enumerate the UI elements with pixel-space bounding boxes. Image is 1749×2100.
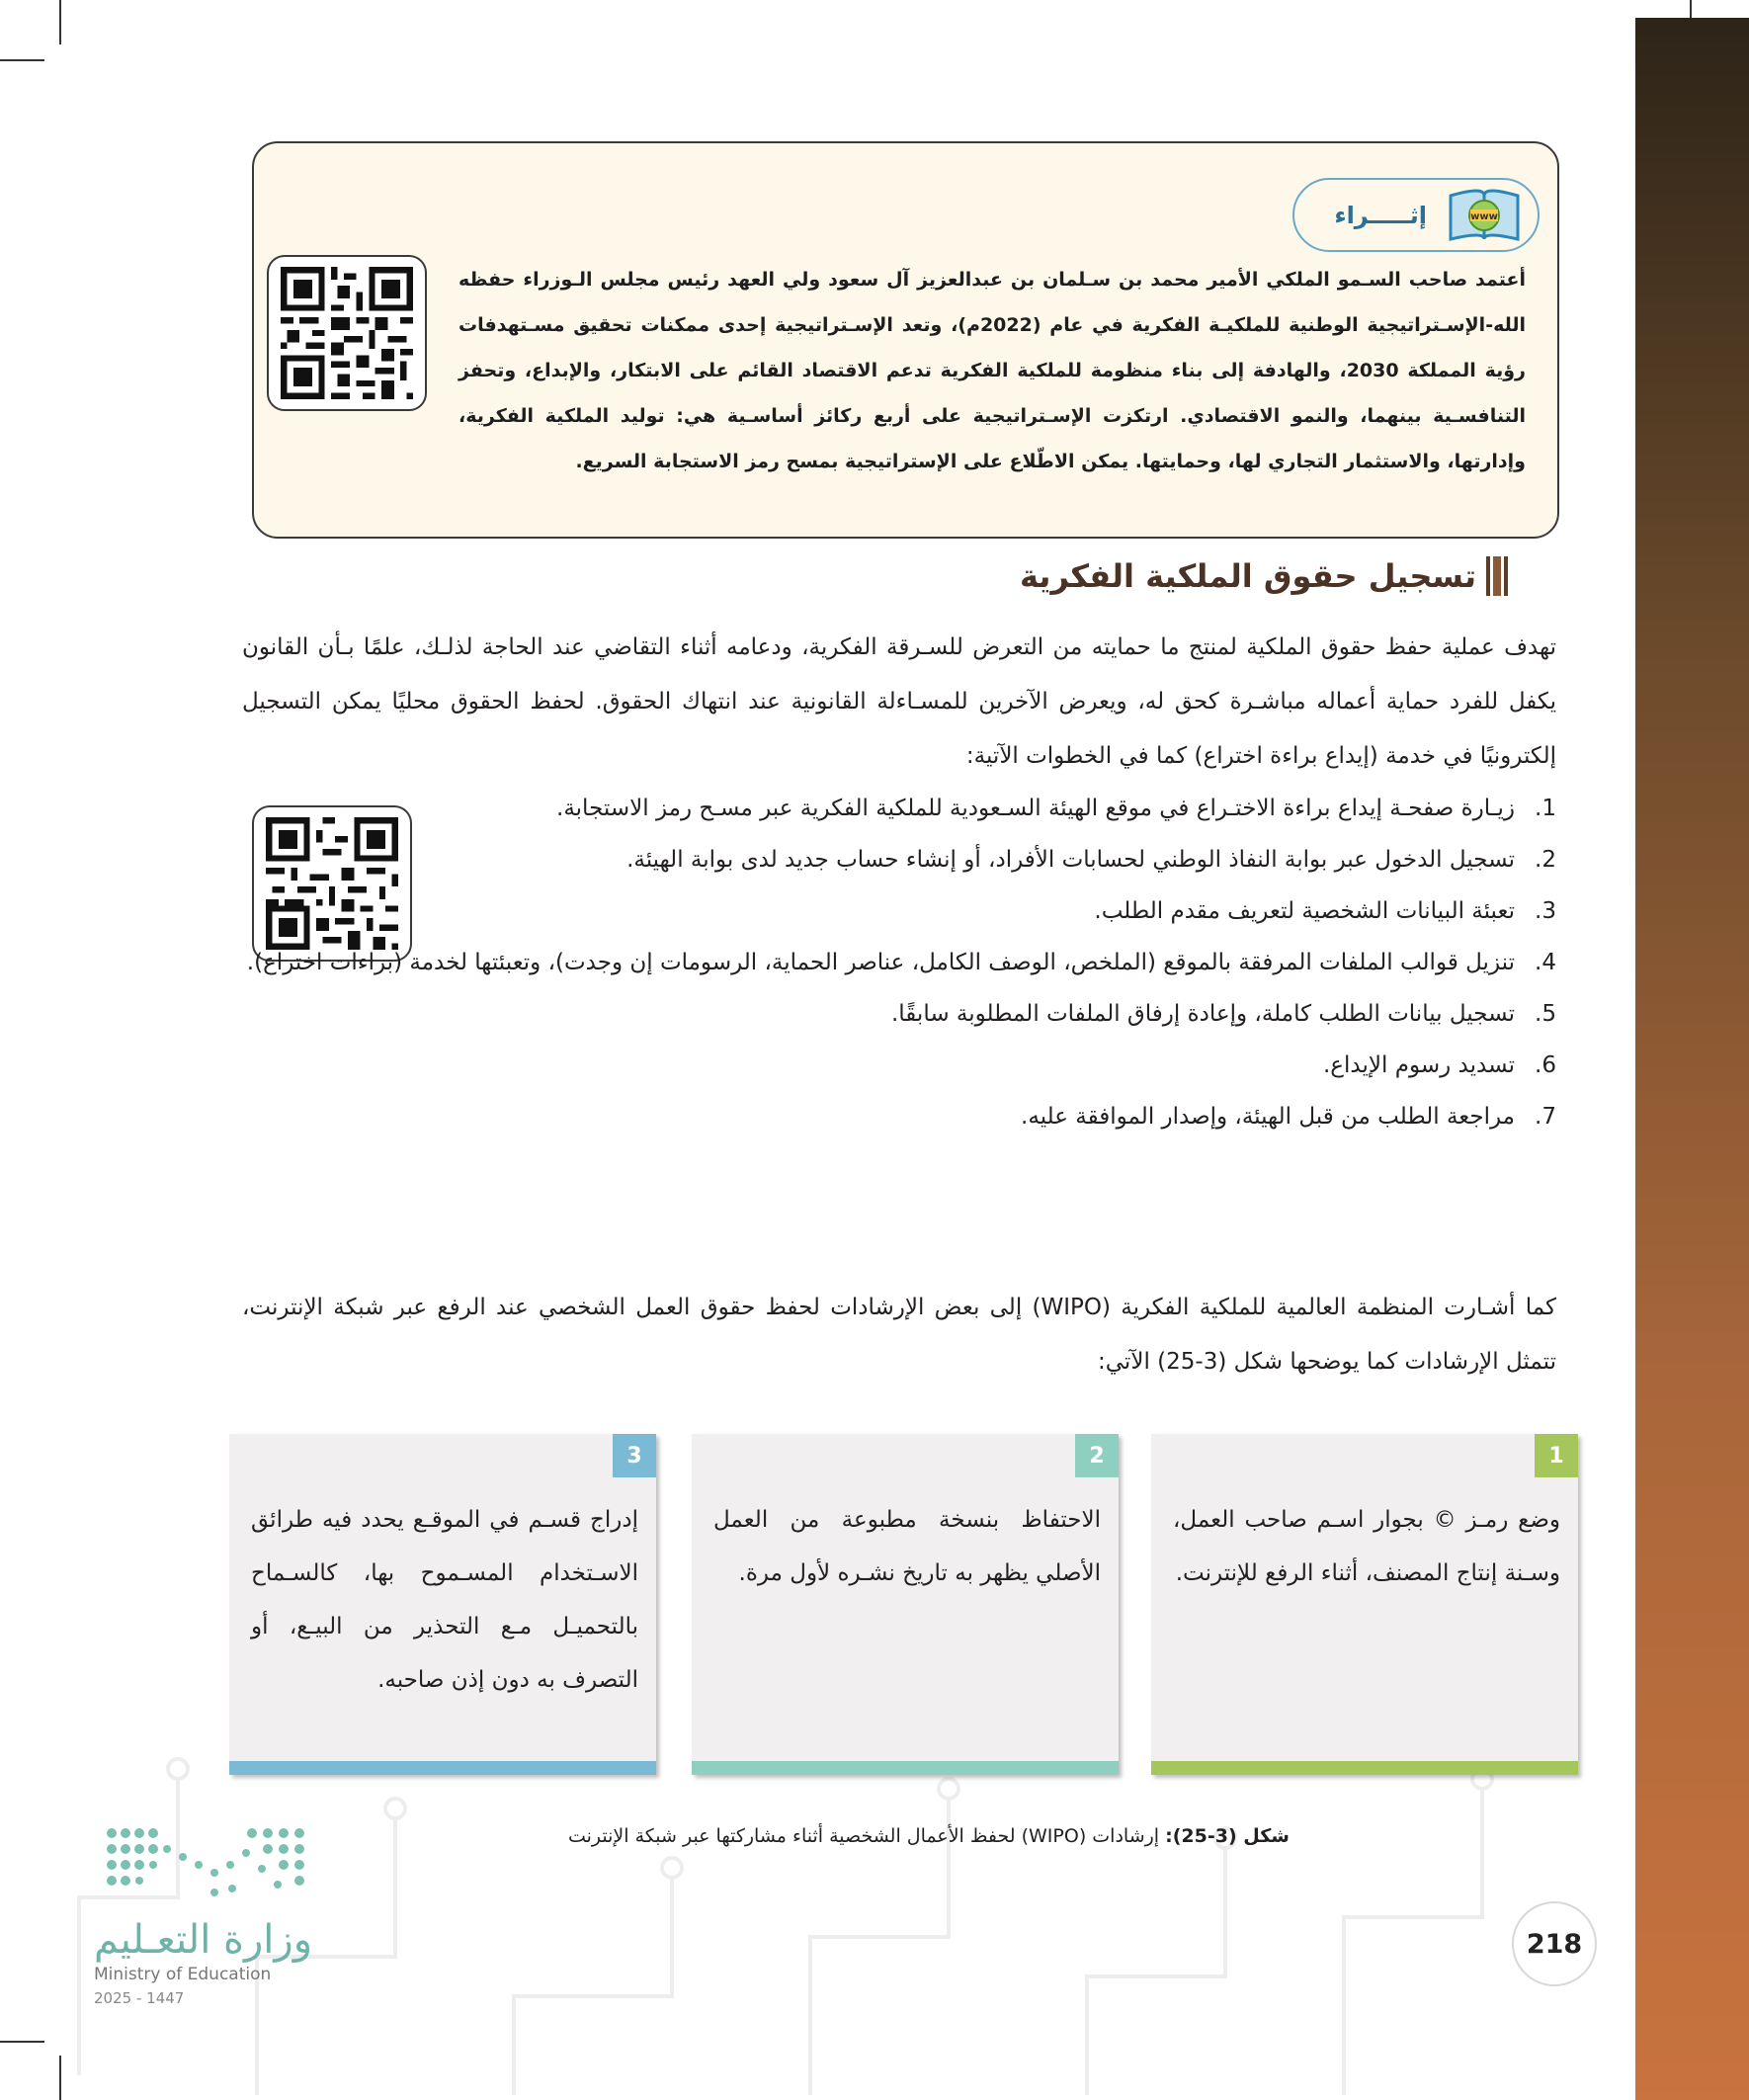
- steps-list: [242, 783, 1556, 1142]
- outro-paragraph: كما أشـارت المنظمة العالمية للملكية الفكرية (WIPO) إلى بعض الإرشادات لحفظ حقوق العمل الشخصي عند الرفع عبر شبكة الإنترنت، تتمثل الإرشادات كما يوضحها شكل (3-25) الآتي:: [242, 1295, 1556, 1375]
- figure-caption: [568, 1825, 1290, 1847]
- card-number-badge: 3: [613, 1434, 656, 1477]
- card-text: إدراج قسـم في الموقـع يحدد فيه طرائق الاسـتخدام المسـموح بها، كالسـماح بالتحميـل مـع التحذير من البيـع، أو التصرف به دون إذن صاحبه.: [251, 1507, 638, 1693]
- ministry-dots-logo-icon: [104, 1823, 321, 1912]
- intro-paragraph: تهدف عملية حفظ حقوق الملكية لمنتج ما حمايته من التعرض للسـرقة الفكرية، ودعامه أثناء التقاضي عند الحاجة لذلـك، علمًا بـأن القانون يكفل للفرد حماية أعماله مباشـرة كحق له، ويعرض الآخرين للمسـاءلة القانونية عند انتهاك الحقوق. لحفظ الحقوق محليًا يمكن التسجيل إلكترونيًا في خدمة (إيداع براءة اختراع) كما في الخطوات الآتية:: [242, 634, 1556, 769]
- list-item: 1. زيـارة صفحـة إيداع براءة الاختـراع في موقع الهيئة السـعودية للملكية الفكرية عبر مسـح رمز الاستجابة.: [556, 796, 1556, 821]
- card-stripe: [692, 1761, 1119, 1775]
- card-number-badge: 2: [1075, 1434, 1119, 1477]
- ministry-logo: [94, 1823, 321, 2011]
- ministry-name-arabic: وزارة التعـليم: [94, 1917, 313, 1963]
- qr-code-icon: [279, 267, 415, 399]
- caption-text: إرشادات (WIPO) لحفظ الأعمال الشخصية أثناء مشاركتها عبر شبكة الإنترنت: [567, 1825, 1160, 1847]
- card-text: الاحتفاظ بنسخة مطبوعة من العمل الأصلي يظهر به تاريخ نشـره لأول مرة.: [713, 1507, 1101, 1586]
- section-heading: تسجيل حقوق الملكية الفكرية: [1020, 557, 1476, 595]
- card-text: وضع رمـز © بجوار اسـم صاحب العمل، وسـنة إنتاج المصنف، أثناء الرفع للإنترنت.: [1173, 1507, 1560, 1586]
- svg-text:www: www: [1470, 210, 1498, 222]
- enrichment-box: [252, 141, 1559, 539]
- title-bars-decoration: [1486, 556, 1508, 596]
- enrichment-text: أعتمد صاحب السـمو الملكي الأمير محمد بن سـلمان بن عبدالعزيز آل سعود ولي العهد رئيس مجلس الـوزراء حفظه الله-الإسـتراتيجية الوطنية للملكيـة الفكرية في عام (2022م)، وتعد الإسـتراتيجية إحدى ممكنات تحقيق مسـتهدفات رؤية المملكة 2030، والهادفة إلى بناء منظومة للملكية الفكرية تدعم الاقتصاد القائم على الابتكار، والإبداع، وتحفز التنافسـية بينهما، والنمو الاقتصادي. ارتكزت الإسـتراتيجية على أربع ركائز أساسـية هي: توليد الملكية الفكرية، وإدارتها، والاستثمار التجاري لها، وحمايتها. يمكن الاطّلاع على الإستراتيجية بمسح رمز الاستجابة السريع.: [458, 269, 1527, 472]
- guideline-card-3: [229, 1434, 656, 1775]
- enrichment-label: إثـــــراء: [1334, 201, 1427, 229]
- crop-mark: [0, 2041, 44, 2043]
- card-number-badge: 1: [1535, 1434, 1578, 1477]
- list-item: 7. مراجعة الطلب من قبل الهيئة، وإصدار الموافقة عليه.: [1021, 1104, 1556, 1130]
- enrichment-tab: [1292, 178, 1540, 252]
- list-item: 4. تنزيل قوالب الملفات المرفقة بالموقع (الملخص، الوصف الكامل، عناصر الحماية، الرسومات إن وجدت)، وتعبئتها لخدمة (براءات اختراع).: [246, 950, 1556, 975]
- side-decoration-bar: [1635, 18, 1749, 2100]
- caption-label: شكل (3-25):: [1165, 1825, 1290, 1847]
- qr-code-strategy[interactable]: [267, 255, 427, 411]
- guideline-card-2: [692, 1434, 1119, 1775]
- list-item: 5. تسجيل بيانات الطلب كاملة، وإعادة إرفاق الملفات المطلوبة سابقًا.: [890, 1001, 1556, 1027]
- card-stripe: [1151, 1761, 1578, 1775]
- guideline-card-1: [1151, 1434, 1578, 1775]
- page-number: 218: [1512, 1901, 1597, 1986]
- web-book-icon: [1445, 186, 1524, 245]
- edition-year: 2025 - 1447: [94, 1989, 185, 2007]
- list-item: 2. تسجيل الدخول عبر بوابة النفاذ الوطني لحسابات الأفراد، أو إنشاء حساب جديد لدى بوابة الهيئة.: [626, 847, 1556, 873]
- section-title: [1020, 556, 1508, 596]
- list-item: 6. تسديد رسوم الإيداع.: [1323, 1052, 1556, 1078]
- crop-mark: [0, 59, 44, 61]
- card-stripe: [229, 1761, 656, 1775]
- crop-mark: [59, 0, 61, 44]
- list-item: 3. تعبئة البيانات الشخصية لتعريف مقدم الطلب.: [1094, 898, 1556, 924]
- ministry-name-english: Ministry of Education: [94, 1965, 272, 1984]
